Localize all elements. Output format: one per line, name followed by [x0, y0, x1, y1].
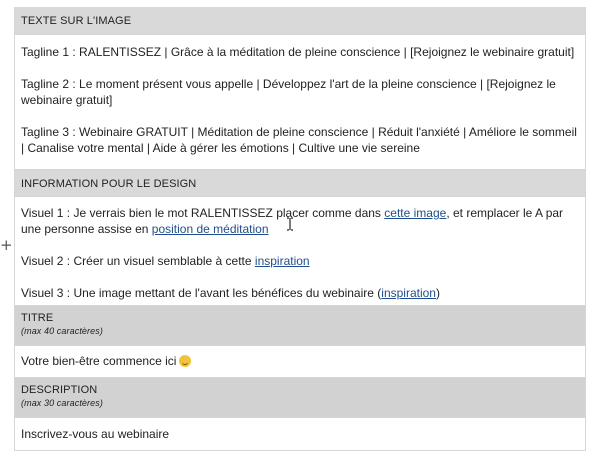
titre-cell[interactable]	[15, 346, 585, 378]
section-header-texte	[15, 7, 585, 35]
visuel-2-text: Visuel 2 : Créer un visuel semblable à cette	[21, 254, 255, 268]
section-header-design	[15, 170, 585, 197]
titre-value: Votre bien-être commence ici	[21, 354, 177, 368]
visuel-3	[21, 285, 579, 301]
tagline-1: Tagline 1 : RALENTISSEZ | Grâce à la méditation de pleine conscience | [Rejoignez le webinaire gratuit]	[21, 45, 575, 59]
section-header-limit: (max 30 caractères)	[21, 398, 103, 408]
text-cursor-icon	[286, 217, 294, 231]
description-cell[interactable]	[15, 418, 585, 451]
section-header-label: DESCRIPTION	[21, 384, 98, 396]
tagline-3: Tagline 3 : Webinaire GRATUIT | Méditation de pleine conscience | Réduit l'anxiété | Améliore le sommeil | Canalise votre mental | Aide à gérer les émotions | Cultive une vie sereine	[21, 125, 577, 155]
visuel-3-text-b: )	[435, 286, 440, 300]
section-header-titre	[15, 306, 585, 346]
tagline-2: Tagline 2 : Le moment présent vous appelle | Développez l'art de la pleine conscience | [Rejoignez le webinaire gratuit]	[21, 77, 556, 107]
inspiration-link-3[interactable]: inspiration	[381, 286, 436, 300]
description-value: Inscrivez-vous au webinaire	[21, 427, 170, 441]
section-header-label: TEXTE SUR L'IMAGE	[21, 15, 132, 27]
visuel-1-text-b: , et remplacer le A par une personne assise en	[21, 206, 564, 236]
section-header-label: TITRE	[21, 312, 54, 324]
inspiration-link-2[interactable]: inspiration	[254, 254, 310, 268]
cette-image-link[interactable]: cette image	[384, 206, 447, 220]
section-header-description	[15, 378, 585, 418]
add-row-icon[interactable]: +	[0, 236, 13, 254]
visuel-3-text-a: Visuel 3 : Une image mettant de l'avant les bénéfices du webinaire (	[21, 286, 382, 300]
brief-table	[14, 7, 586, 451]
section-header-limit: (max 40 caractères)	[21, 326, 103, 336]
position-meditation-link[interactable]: position de méditation	[151, 222, 269, 236]
relieved-face-icon	[179, 355, 191, 367]
visuel-1-text-a: Visuel 1 : Je verrais bien le mot RALENTISSEZ placer comme dans	[21, 206, 385, 220]
taglines-cell[interactable]	[15, 35, 585, 170]
visuel-1	[21, 205, 579, 237]
section-header-label: INFORMATION POUR LE DESIGN	[21, 178, 197, 190]
visuels-cell[interactable]	[15, 197, 585, 306]
visuel-2	[21, 253, 579, 269]
